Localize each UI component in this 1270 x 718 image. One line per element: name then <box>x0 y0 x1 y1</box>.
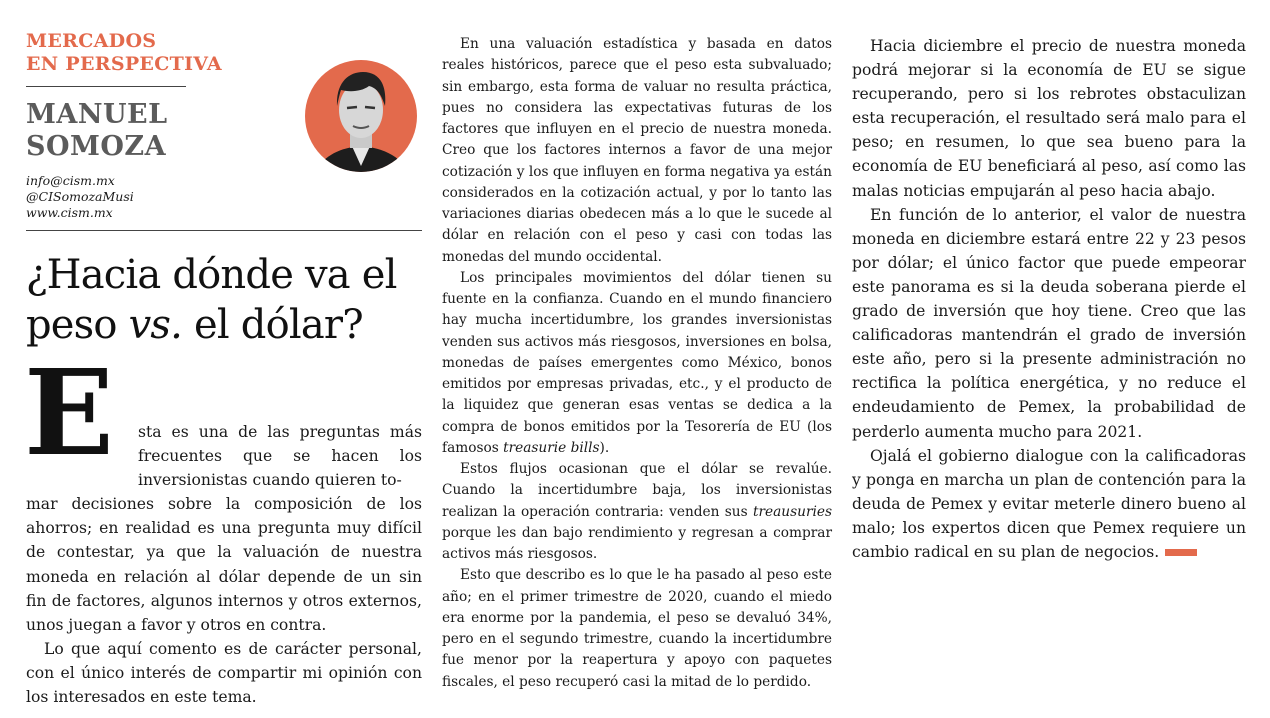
paragraph-3: En una valuación estadística y basada en datos reales históricos, parece que el peso esta subvaluado; sin embargo, esta forma de valuar no resulta práctica, pues no considera las expectativas futuras de los factores que influyen en el precio de nuestra moneda. Creo que los factores internos a favor de una mejor cotización y los que influyen en forma negativa ya están considerados en la cotización actual, y por lo tanto las variaciones diarias obedecen más a lo que le sucede al dólar en relación con el peso y casi con todas las monedas del mundo occidental. <box>442 36 832 265</box>
header-rule <box>26 86 186 87</box>
paragraph-4 <box>442 268 832 459</box>
section-label-line2: EN PERSPECTIVA <box>26 53 222 75</box>
author-name <box>26 99 168 163</box>
author-email[interactable]: info@cism.mx <box>26 173 115 188</box>
author-twitter[interactable]: @CISomozaMusi <box>26 189 134 204</box>
paragraph-9-text: Ojalá el gobierno dialogue con la calificadoras y ponga en marcha un plan de contención para la deuda de Pemex y evitar meterle dinero bueno al malo; los expertos dicen que Pemex requiere un cambio radical en su plan de negocios. <box>852 446 1246 561</box>
paragraph-9 <box>852 444 1246 564</box>
author-portrait <box>303 48 419 184</box>
drop-cap: E <box>24 343 114 482</box>
paragraph-1-rest: mar decisiones sobre la composición de los ahorros; en realidad es una pregunta muy difícil de contestar, ya que la valuación de nuestra moneda en relación al dólar depende de un sin fin de factores, algunos internos y otros externos, unos juegan a favor y otros en contra. <box>26 495 422 634</box>
paragraph-6: Esto que describo es lo que le ha pasado al peso este año; en el primer trimestre de 2020, cuando el miedo era enorme por la pandemia, el peso se devaluó 34%, pero en el segundo trimestre, cuando la incertidumbre fue menor por la reapertura y apoyo con paquetes fiscales, el peso recuperó casi la mitad de lo perdido. <box>442 567 832 690</box>
paragraph-1 <box>26 420 422 637</box>
paragraph-5-a: Estos flujos ocasionan que el dólar se revalúe. Cuando la incertidumbre baja, los inversionistas realizan la operación contraria: venden sus <box>442 461 832 520</box>
paragraph-2: Lo que aquí comento es de carácter personal, con el único interés de compartir mi opinión con los interesados en este tema. <box>26 639 422 707</box>
column-2-body <box>442 34 832 693</box>
headline-rule <box>26 230 422 231</box>
end-mark-icon <box>1165 549 1197 556</box>
headline-italic: vs. <box>128 302 183 348</box>
author-contacts <box>26 173 134 221</box>
paragraph-1-lead: sta es una de las preguntas más frecuentes que se hacen los inversionistas cuando quieren to- <box>138 423 422 490</box>
author-website[interactable]: www.cism.mx <box>26 205 113 220</box>
headline-part1: ¿Hacia dónde va el peso <box>26 252 397 348</box>
column-section-label <box>26 30 222 76</box>
paragraph-8: En función de lo anterior, el valor de nuestra moneda en diciembre estará entre 22 y 23 pesos por dólar; el único factor que puede empeorar este panorama es si la deuda soberana pierde el grado de inversión que hoy tiene. Creo que las calificadoras mantendrán el grado de inversión este año, pero si la presente administración no rectifica la política energética, y no reduce el endeudamiento de Pemex, la probabilidad de perderlo aumenta mucho para 2021. <box>852 205 1246 441</box>
paragraph-4-a: Los principales movimientos del dólar tienen su fuente en la confianza. Cuando en el mundo financiero hay mucha incertidumbre, los grandes inversionistas venden sus activos más riesgosos, inversiones en bolsa, monedas de países emergentes como México, bonos emitidos por empresas privadas, etc., y el producto de la liquidez que generan esas ventas se dedica a la compra de bonos emitidos por la Tesorería de EU (los famosos <box>442 269 832 456</box>
paragraph-5-b: porque les dan bajo rendimiento y regresan a comprar activos más riesgosos. <box>442 524 832 562</box>
paragraph-4-italic: treasurie bills <box>503 439 600 456</box>
paragraph-4-b: ). <box>599 439 610 456</box>
author-name-line1: MANUEL <box>26 99 168 130</box>
author-name-line2: SOMOZA <box>26 131 167 162</box>
column-1-body <box>26 420 422 709</box>
paragraph-7: Hacia diciembre el precio de nuestra moneda podrá mejorar si la economía de EU se sigue recuperando, pero si los rebrotes obstaculizan esta recuperación, el resultado será malo para el peso; en resumen, lo que sea bueno para la economía de EU beneficiará al peso, así como las malas noticias empujarán al peso hacia abajo. <box>852 37 1246 200</box>
paragraph-5 <box>442 459 832 565</box>
headline-part2: el dólar? <box>182 302 363 348</box>
paragraph-5-italic: treausuries <box>752 503 832 520</box>
section-label-line1: MERCADOS <box>26 30 157 52</box>
column-3-body <box>852 34 1246 564</box>
article-headline <box>26 250 426 350</box>
